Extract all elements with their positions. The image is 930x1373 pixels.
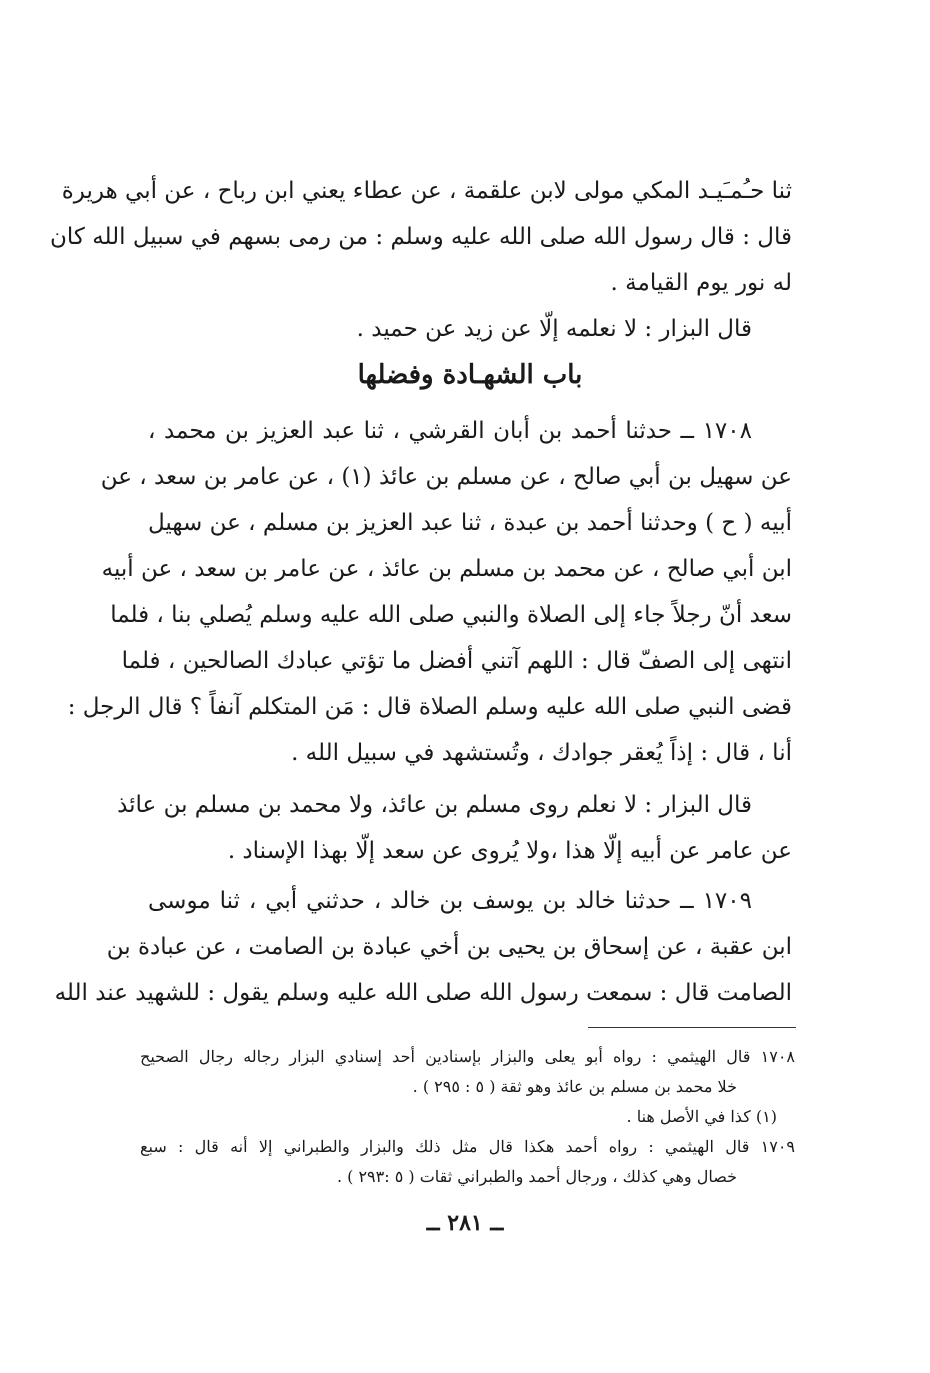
text-line: له نور يوم القيامة . — [610, 270, 792, 296]
text-line: أنا ، قال : إذاً يُعقر جوادك ، وتُستشهد في سبيل الله . — [291, 740, 792, 766]
footnote-line: خصال وهي كذلك ، ورجال أحمد والطبراني ثقات ( ٥ :٢٩٣ ) . — [336, 1167, 737, 1186]
text-line: ١٧٠٩ ــ حدثنا خالد بن يوسف بن خالد ، حدثني أبي ، ثنا موسى — [148, 888, 752, 914]
hadith-1709 — [54, 878, 792, 1016]
footnote-line: خلا محمد بن مسلم بن عائذ وهو ثقة ( ٥ : ٢٩٥ ) . — [412, 1077, 737, 1096]
text-line: ثنا حـُمـَيـد المكي مولى لابن علقمة ، عن عطاء يعني ابن رباح ، عن أبي هريرة — [61, 178, 792, 204]
chapter-heading: باب الشهـادة وفضلها — [357, 360, 583, 390]
footnote-divider — [588, 1027, 796, 1028]
text-line: قال البزار : لا نعلم روى مسلم بن عائذ، ولا محمد بن مسلم بن عائذ — [117, 792, 752, 818]
bazzar-note-2 — [117, 782, 792, 874]
text-line: عن عامر عن أبيه إلّا هذا ،ولا يُروى عن سعد إلّا بهذا الإسناد . — [227, 838, 792, 864]
text-line: قال : قال رسول الله صلى الله عليه وسلم : من رمى بسهم في سبيل الله كان — [50, 224, 792, 250]
text-line: ١٧٠٨ ــ حدثنا أحمد بن أبان القرشي ، ثنا عبد العزيز بن محمد ، — [148, 418, 752, 444]
text-line: أبيه ( ح ) وحدثنا أحمد بن عبدة ، ثنا عبد العزيز بن مسلم ، عن سهيل — [148, 510, 792, 536]
bazzar-note: قال البزار : لا نعلمه إلّا عن زيد عن حميد . — [356, 316, 752, 342]
text-line: انتهى إلى الصفّ قال : اللهم آتني أفضل ما تؤتي عبادك الصالحين ، فلما — [121, 648, 792, 674]
hadith-1708 — [67, 408, 792, 776]
text-line: ابن عقبة ، عن إسحاق بن يحيى بن أخي عبادة بن الصامت ، عن عبادة بن — [106, 934, 792, 960]
text-line: ابن أبي صالح ، عن محمد بن مسلم بن عائذ ، عن عامر بن سعد ، عن أبيه — [101, 556, 792, 582]
text-line: قضى النبي صلى الله عليه وسلم الصلاة قال : مَن المتكلم آنفاً ؟ قال الرجل : — [67, 694, 792, 720]
page-number: ــ ٢٨١ ــ — [426, 1210, 504, 1236]
top-paragraph — [50, 168, 792, 352]
text-line: الصامت قال : سمعت رسول الله صلى الله عليه وسلم يقول : للشهيد عند الله — [54, 980, 792, 1006]
text-line: عن سهيل بن أبي صالح ، عن مسلم بن عائذ (١) ، عن عامر بن سعد ، عن — [100, 464, 792, 490]
footnote-line: (١) كذا في الأصل هنا . — [626, 1107, 777, 1126]
footnote-line: ١٧٠٨ قال الهيثمي : رواه أبو يعلى والبزار بإسنادين أحد إسنادي البزار رجاله رجال الصحيح — [140, 1047, 796, 1066]
text-line: سعد أنّ رجلاً جاء إلى الصلاة والنبي صلى الله عليه وسلم يُصلي بنا ، فلما — [110, 602, 792, 628]
footnotes — [140, 1042, 795, 1192]
footnote-line: ١٧٠٩ قال الهيثمي : رواه أحمد هكذا قال مثل ذلك والبزار والطبراني إلا أنه قال : سبع — [140, 1137, 795, 1156]
